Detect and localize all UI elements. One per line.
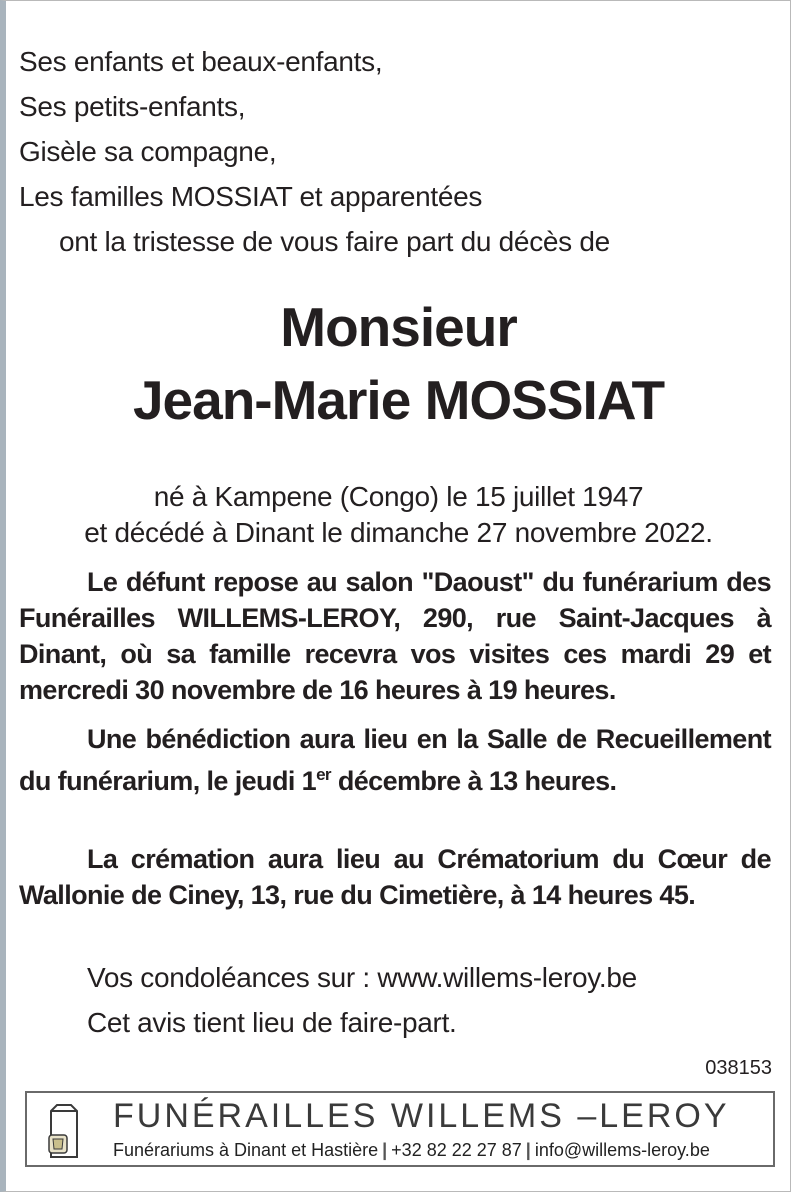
announcement-line: ont la tristesse de vous faire part du décès de <box>59 226 610 257</box>
deceased-name: Jean-Marie MOSSIAT <box>132 369 665 431</box>
notice-line: Cet avis tient lieu de faire-part. <box>87 1007 457 1038</box>
funeral-home-banner <box>25 1091 775 1167</box>
email-address[interactable]: info@willems-leroy.be <box>534 1140 710 1160</box>
family-line-grandchildren: Ses petits-enfants, <box>19 91 246 122</box>
family-announcement <box>19 39 610 264</box>
cremation-text: La crémation aura lieu au Crématorium du Cœur de Wallonie de Ciney, 13, rue du Cimetière, à 14 heures 45. <box>19 844 771 910</box>
blessing-text: Une bénédiction aura lieu en la Salle de Recueillement du funérarium, le jeudi 1 <box>19 724 771 796</box>
funeral-home-name: FUNÉRAILLES WILLEMS –LEROY <box>113 1097 730 1135</box>
separator: | <box>525 1140 531 1160</box>
urn-icon <box>43 1101 85 1161</box>
deceased-name-block <box>6 291 791 437</box>
blessing-superscript: er <box>316 765 331 784</box>
death-line: et décédé à Dinant le dimanche 27 novembre 2022. <box>84 517 713 548</box>
blessing-paragraph <box>19 721 771 799</box>
cremation-paragraph <box>19 841 771 913</box>
separator: | <box>382 1140 388 1160</box>
blessing-text-end: décembre à 13 heures. <box>330 766 617 796</box>
contact-line <box>113 1140 710 1161</box>
condolences-line: Vos condoléances sur : www.willems-leroy.be <box>87 962 637 993</box>
birth-line: né à Kampene (Congo) le 15 juillet 1947 <box>153 481 644 512</box>
repose-paragraph <box>19 564 771 708</box>
family-line-families: Les familles MOSSIAT et apparentées <box>19 181 483 212</box>
repose-text: Le défunt repose au salon "Daoust" du funérarium des Funérailles WILLEMS-LEROY, 290, rue Saint-Jacques à Dinant, où sa famille recevra vos visites ces mardi 29 et mercredi 30 novembre de 16 heures à 19 heures. <box>19 567 771 705</box>
reference-number: 038153 <box>705 1057 772 1079</box>
phone-number[interactable]: +32 82 22 27 87 <box>391 1140 522 1160</box>
life-dates <box>6 479 791 551</box>
family-line-companion: Gisèle sa compagne, <box>19 136 277 167</box>
family-line-children: Ses enfants et beaux-enfants, <box>19 46 383 77</box>
locations-text: Funérariums à Dinant et Hastière <box>113 1140 379 1160</box>
deceased-title: Monsieur <box>280 296 517 358</box>
